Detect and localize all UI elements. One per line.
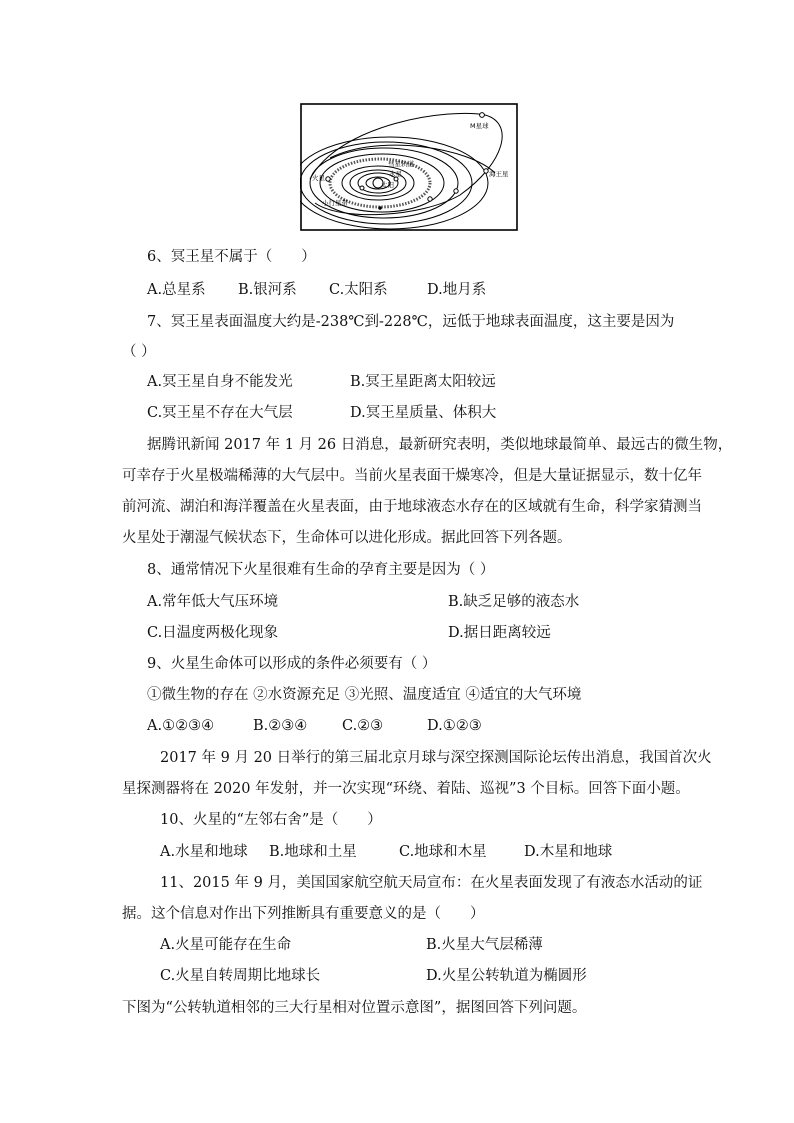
passage2-line-2: 星探测器将在 2020 年发射，并一次实现“环绕、着陆、巡视”3 个目标。回答下面小题。 [122, 781, 690, 797]
q10-stem: 10、火星的“左邻右舍”是（ ） [160, 812, 382, 828]
q6-option-c[interactable]: C.太阳系 [329, 282, 388, 298]
solar-system-figure [300, 103, 518, 231]
q7-option-c[interactable]: C.冥王星不存在大气层 [147, 405, 293, 421]
passage1-line-1: 据腾讯新闻 2017 年 1 月 26 日消息，最新研究表明，类似地球最简单、最远古的微生物， [147, 437, 733, 453]
q9-option-d[interactable]: D.①②③ [427, 718, 482, 734]
q11-option-b[interactable]: B.火星大气层稀薄 [426, 937, 543, 953]
q9-conditions: ①微生物的存在 ②水资源充足 ③光照、温度适宜 ④适宜的大气环境 [147, 687, 582, 703]
q9-option-b[interactable]: B.②③④ [253, 718, 308, 734]
far-planet-label: M星球 [470, 122, 489, 130]
q10-option-c[interactable]: C.地球和木星 [399, 844, 487, 860]
passage1-line-2: 可幸存于火星极端稀薄的大气层中。当前火星表面干燥寒冷，但是大量证据显示，数十亿年 [122, 468, 702, 484]
q11-stem-tail: 据。这个信息对作出下列推断具有重要意义的是（ ） [122, 906, 485, 922]
q7-option-b[interactable]: B.冥王星距离太阳较远 [350, 374, 496, 390]
q6-option-b[interactable]: B.银河系 [238, 282, 297, 298]
q10-option-b[interactable]: B.地球和土星 [269, 844, 357, 860]
q9-stem: 9、火星生命体可以形成的条件必须要有（ ） [147, 656, 437, 672]
q7-option-d[interactable]: D.冥王星质量、体积大 [350, 405, 497, 421]
q8-option-d[interactable]: D.据日距离较远 [448, 625, 551, 641]
q8-option-b[interactable]: B.缺乏足够的液态水 [448, 594, 580, 610]
q10-option-a[interactable]: A.水星和地球 [160, 844, 248, 860]
orbit-diagram [300, 103, 518, 231]
comet-orbit-label: 彗星轨道 [388, 160, 414, 168]
q6-option-a[interactable]: A.总星系 [147, 282, 206, 298]
q11-option-d[interactable]: D.火星公转轨道为椭圆形 [426, 968, 587, 984]
q7-stem-tail: （ ） [122, 344, 156, 360]
q7-option-a[interactable]: A.冥王星自身不能发光 [147, 374, 293, 390]
mars-label: 火星 [312, 174, 325, 182]
closing-instruction: 下图为“公转轨道相邻的三大行星相对位置示意图”，据图回答下列问题。 [122, 1000, 587, 1016]
asteroid-belt-label: 小行星带 [322, 199, 348, 207]
q9-option-a[interactable]: A.①②③④ [147, 718, 215, 734]
passage1-line-4: 火星处于潮湿气候状态下，生命体可以进化形成。据此回答下列各题。 [122, 530, 572, 546]
neptune-label: 海王星 [489, 170, 509, 178]
q8-stem: 8、通常情况下火星很难有生命的孕育主要是因为（ ） [147, 562, 495, 578]
q8-option-c[interactable]: C.日温度两极化现象 [147, 625, 279, 641]
q11-option-c[interactable]: C.火星自转周期比地球长 [160, 968, 321, 984]
mercury-label: 水星 [389, 170, 402, 178]
q7-stem: 7、冥王星表面温度大约是-238℃到-228℃，远低于地球表面温度，这主要是因为 [147, 314, 675, 330]
q11-option-a[interactable]: A.火星可能存在生命 [160, 937, 292, 953]
q8-option-a[interactable]: A.常年低大气压环境 [147, 594, 279, 610]
q6-option-d[interactable]: D.地月系 [427, 282, 487, 298]
passage1-line-3: 前河流、湖泊和海洋覆盖在火星表面，由于地球液态水存在的区域就有生命，科学家猜测当 [122, 499, 702, 515]
q6-stem: 6、冥王星不属于（ ） [147, 249, 316, 265]
passage2-line-1: 2017 年 9 月 20 日举行的第三届北京月球与深空探测国际论坛传出消息，我国首次火 [160, 750, 712, 766]
q10-option-d[interactable]: D.木星和地球 [524, 844, 613, 860]
q9-option-c[interactable]: C.②③ [342, 718, 384, 734]
q11-stem: 11、2015 年 9 月，美国国家航空航天局宣布：在火星表面发现了有液态水活动的证 [160, 875, 703, 891]
sun-label: 太阳 [381, 181, 394, 189]
